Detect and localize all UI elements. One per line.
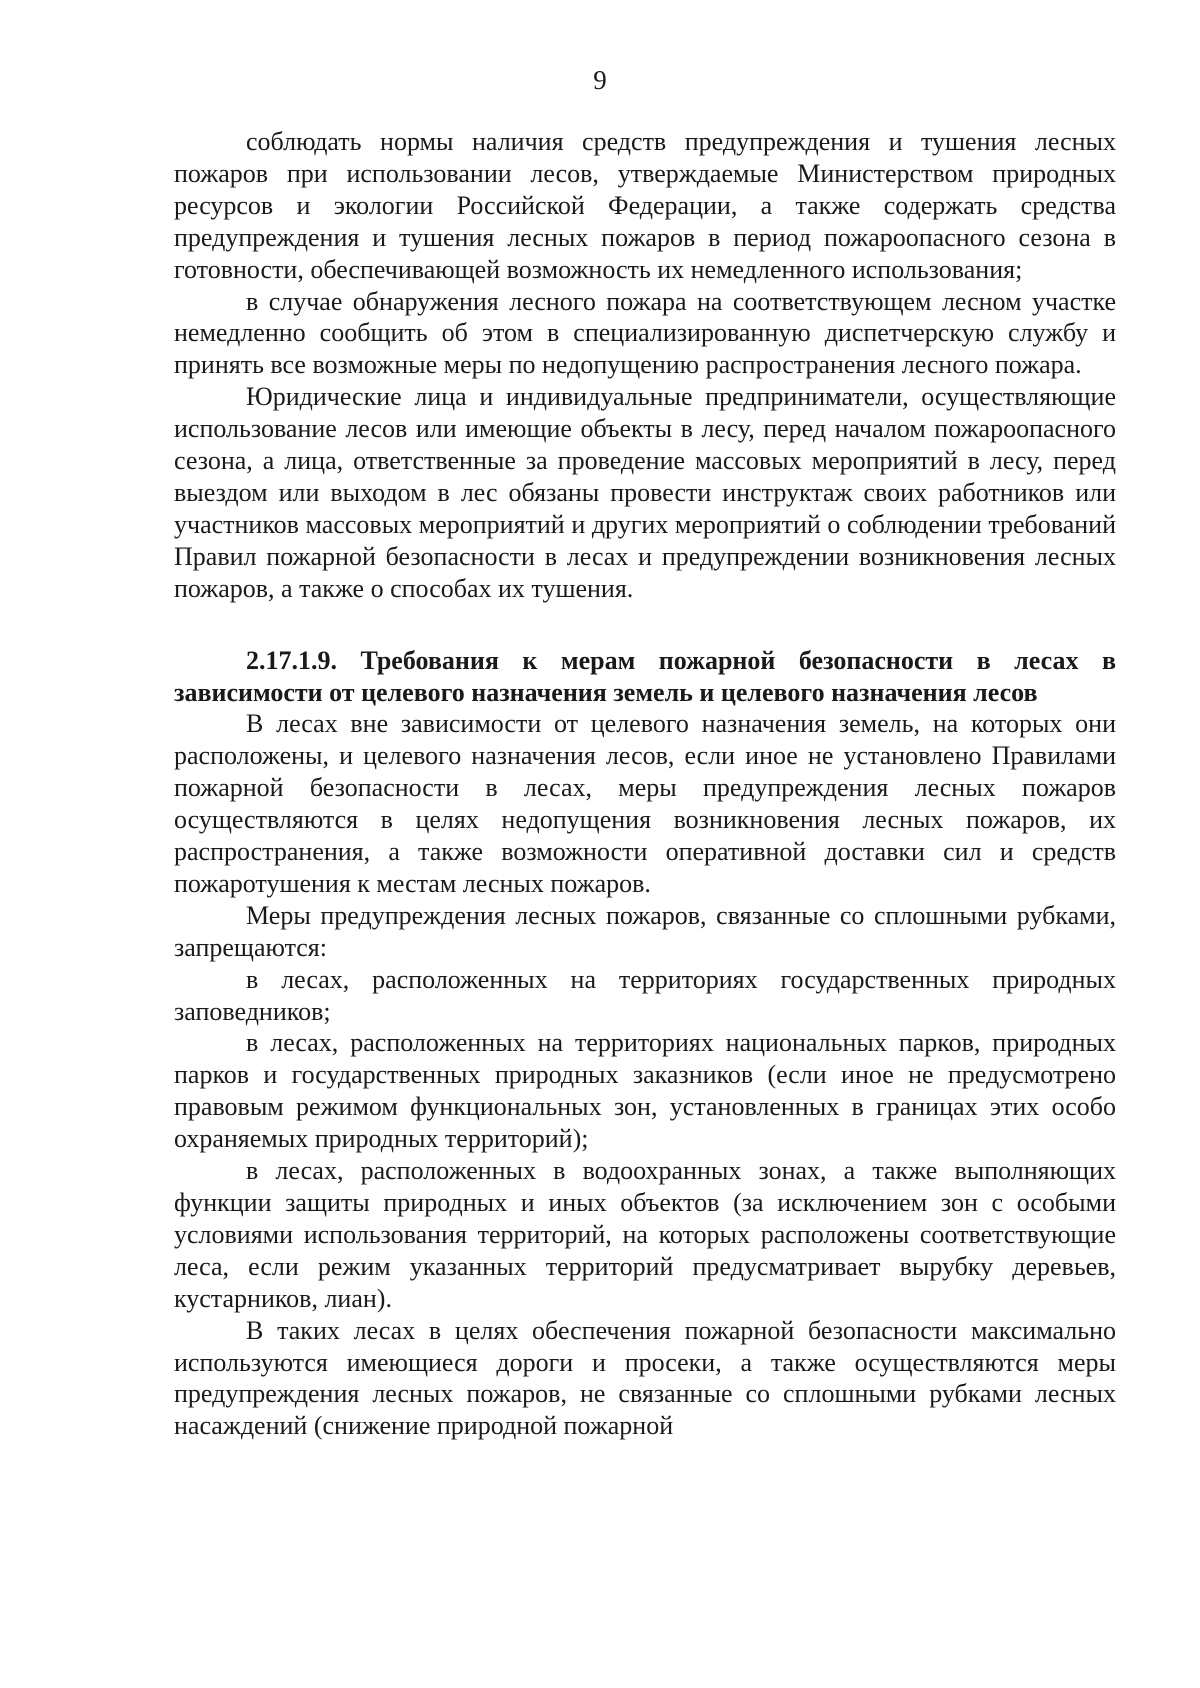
- paragraph: Юридические лица и индивидуальные предприниматели, осуществляющие использование лесов или имеющие объекты в лесу, перед началом пожароопасного сезона, а лица, ответственные за проведение массовых мероприятий в лесу, перед выездом или выходом в лес обязаны провести инструктаж своих работников или участников массовых мероприятий и других мероприятий о соблюдении требований Правил пожарной безопасности в лесах и предупреждении возникновения лесных пожаров, а также о способах их тушения.: [174, 382, 1116, 603]
- paragraph: в случае обнаружения лесного пожара на соответствующем лесном участке немедленно сообщить об этом в специализированную диспетчерскую службу и принять все возможные меры по недопущению распространения лесного пожара.: [174, 286, 1116, 380]
- page-body: [174, 126, 1116, 1442]
- page-number: 9: [593, 65, 607, 95]
- paragraph: В лесах вне зависимости от целевого назначения земель, на которых они расположены, и целевого назначения лесов, если иное не установлено Правилами пожарной безопасности в лесах, меры предупреждения лесных пожаров осуществляются в целях недопущения возникновения лесных пожаров, их распространения, а также возможности оперативной доставки сил и средств пожаротушения к местам лесных пожаров.: [174, 709, 1116, 898]
- paragraph: Меры предупреждения лесных пожаров, связанные со сплошными рубками, запрещаются:: [174, 900, 1116, 962]
- paragraph: в лесах, расположенных в водоохранных зонах, а также выполняющих функции защиты природных и иных объектов (за исключением зон с особыми условиями использования территорий, на которых расположены соответствующие леса, если режим указанных территорий предусматривает вырубку деревьев, кустарников, лиан).: [174, 1156, 1116, 1313]
- section-heading: 2.17.1.9. Требования к мерам пожарной безопасности в лесах в зависимости от целевого назначения земель и целевого назначения лесов: [174, 645, 1116, 707]
- paragraph: соблюдать нормы наличия средств предупреждения и тушения лесных пожаров при использовании лесов, утверждаемые Министерством природных ресурсов и экологии Российской Федерации, а также содержать средства предупреждения и тушения лесных пожаров в период пожароопасного сезона в готовности, обеспечивающей возможность их немедленного использования;: [174, 127, 1116, 284]
- paragraph: в лесах, расположенных на территориях государственных природных заповедников;: [174, 964, 1116, 1026]
- paragraph: В таких лесах в целях обеспечения пожарной безопасности максимально используются имеющиеся дороги и просеки, а также осуществляются меры предупреждения лесных пожаров, не связанные со сплошными рубками лесных насаждений (снижение природной пожарной: [174, 1315, 1116, 1441]
- paragraph: в лесах, расположенных на территориях национальных парков, природных парков и государственных природных заказников (если иное не предусмотрено правовым режимом функциональных зон, установленных в границах этих особо охраняемых природных территорий);: [174, 1028, 1116, 1154]
